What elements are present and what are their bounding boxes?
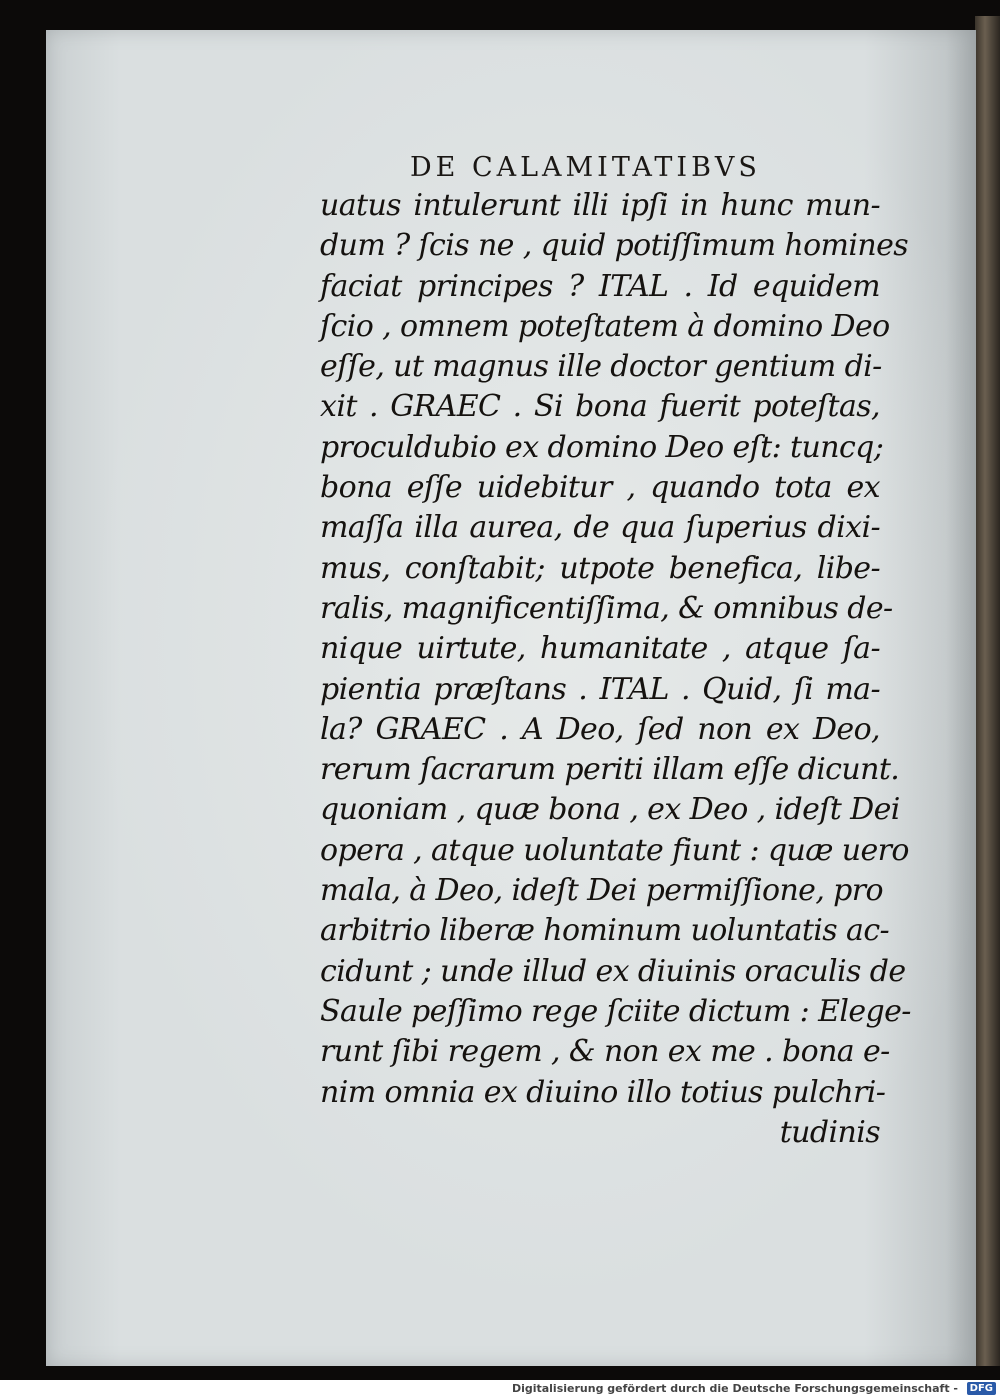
- text-line: runt ſibi regem , & non ex me . bona e-: [320, 1034, 890, 1070]
- text-line: dum ? ſcis ne , quid potiſſimum homines: [320, 228, 909, 264]
- footer-credit: Digitalisierung gefördert durch die Deutsche Forschungsgemeinschaft -: [511, 1382, 958, 1395]
- text-line: proculdubio ex domino Deo eſt: tuncq;: [320, 429, 884, 465]
- body-text: [320, 186, 911, 1153]
- text-line: rerum ſacrarum periti illam eſſe dicunt.: [320, 752, 900, 788]
- text-line: nim omnia ex diuino illo totius pulchri-: [320, 1074, 886, 1110]
- text-line: eſſe, ut magnus ille doctor gentium di-: [320, 349, 882, 385]
- text-line: arbitrio liberæ hominum uoluntatis ac-: [320, 913, 890, 949]
- text-line: mala, à Deo, ideſt Dei permiſſione, pro: [320, 873, 883, 909]
- text-line: mus, conſtabit; utpote benefica, libe-: [320, 550, 880, 586]
- text-line: ſcio , omnem poteſtatem à domino Deo: [320, 308, 890, 344]
- text-line: tudinis: [779, 1114, 880, 1150]
- text-line: ralis, magnificentiſſima, & omnibus de-: [320, 590, 893, 626]
- text-line: la? GRAEC . A Deo, ſed non ex Deo,: [320, 711, 880, 747]
- running-head: DE CALAMITATIBVS: [410, 152, 761, 183]
- book-edge: [975, 16, 1000, 1366]
- text-line: pientia præſtans . ITAL . Quid, ſi ma-: [320, 671, 880, 707]
- text-line: bona eſſe uidebitur , quando tota ex: [320, 470, 880, 506]
- text-line: quoniam , quæ bona , ex Deo , ideſt Dei: [320, 792, 900, 828]
- text-line: nique uirtute, humanitate , atque ſa-: [320, 631, 880, 667]
- dfg-logo: DFG: [967, 1382, 996, 1395]
- page-gutter-shadow: [946, 30, 976, 1366]
- text-line: Saule peſſimo rege ſciite dictum : Elege-: [320, 993, 911, 1029]
- text-line: opera , atque uoluntate fiunt : quæ uero: [320, 832, 909, 868]
- text-line: xit . GRAEC . Si bona fuerit poteſtas,: [320, 389, 880, 425]
- text-line: cidunt ; unde illud ex diuinis oraculis de: [320, 953, 906, 989]
- text-line: uatus intulerunt illi ipſi in hunc mun-: [320, 188, 880, 223]
- text-line: maſſa illa aurea, de qua ſuperius dixi-: [320, 510, 880, 546]
- text-line: faciat principes ? ITAL . Id equidem: [320, 268, 880, 304]
